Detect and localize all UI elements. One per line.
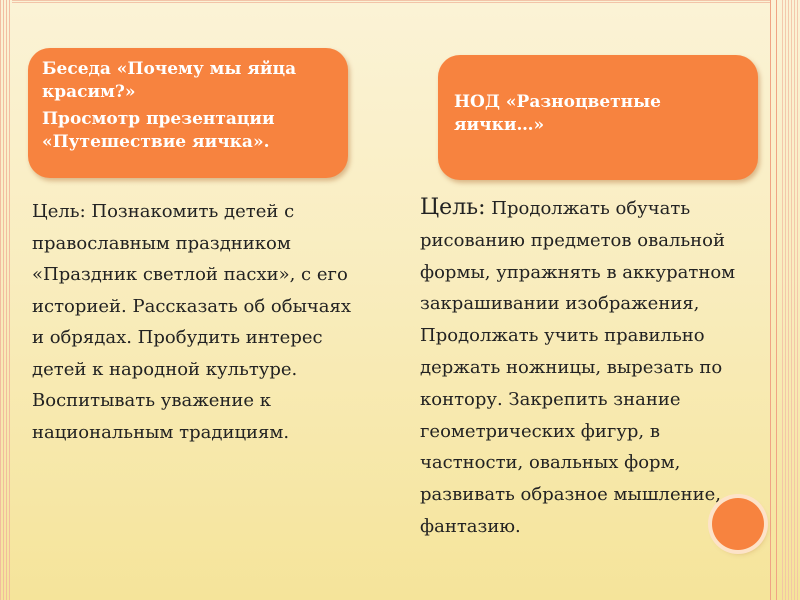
left-goal-text: Цель: Познакомить детей с православным праздником «Праздник светлой пасхи», с его историей. Рассказать об обычаях и обрядах. Пробудить интерес детей к народной культуре. Воспитывать уважение к национальным традициям. bbox=[32, 201, 352, 443]
left-decorative-stripes bbox=[0, 0, 12, 600]
presentation-title: Просмотр презентации «Путешествие яичка». bbox=[42, 109, 275, 152]
right-border-line bbox=[770, 0, 771, 600]
right-goal-text bbox=[420, 192, 750, 543]
conversation-title: Беседа «Почему мы яйца красим?» bbox=[42, 59, 297, 102]
right-decorative-stripes bbox=[782, 0, 800, 600]
conversation-heading-box bbox=[28, 48, 348, 178]
lesson-heading-box bbox=[438, 55, 758, 180]
top-decorative-border bbox=[12, 0, 770, 4]
decorative-circle bbox=[712, 498, 764, 550]
goal-label: Цель: bbox=[420, 195, 486, 220]
goal-description: Продолжать обучать рисованию предметов овальной формы, упражнять в аккуратном закрашивании изображения, Продолжать учить правильно держать ножницы, вырезать по контору. Закрепить знание геометрических фигур, в частности, овальных форм, развивать образное мышление, фантазию. bbox=[420, 198, 736, 537]
right-border-line bbox=[776, 0, 777, 600]
lesson-title: НОД «Разноцветные яички…» bbox=[454, 92, 661, 135]
